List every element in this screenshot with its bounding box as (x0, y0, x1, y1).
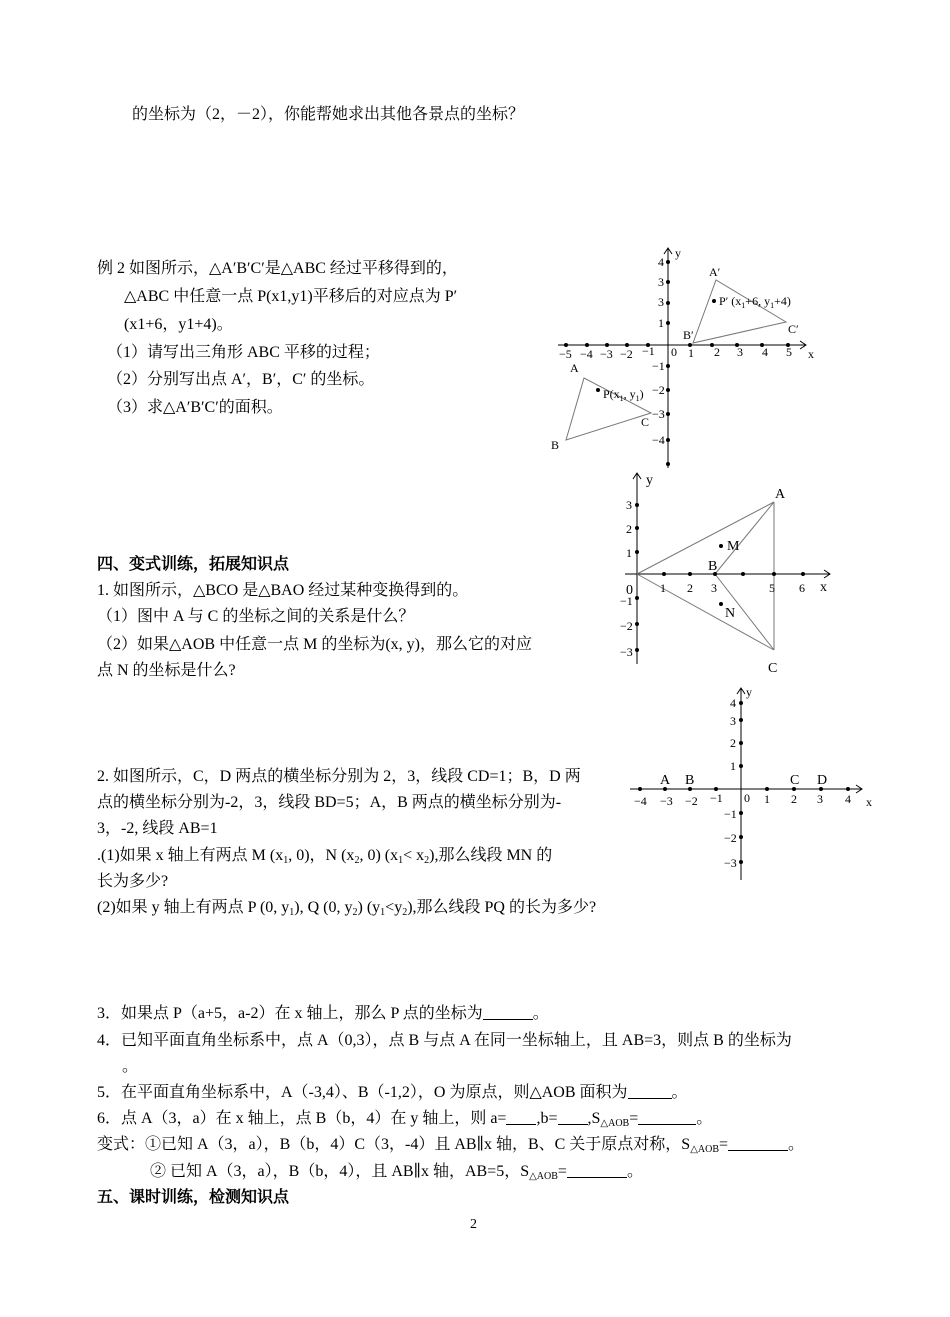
svg-text:6: 6 (799, 581, 805, 595)
fig2-x-label: x (820, 580, 827, 595)
example-2-question-3: （3）求△A′B′C′的面积。 (107, 399, 283, 416)
svg-text:−1: −1 (724, 807, 737, 821)
svg-text:2: 2 (687, 581, 693, 595)
fig3-label-b: B (685, 773, 695, 788)
svg-text:3: 3 (658, 295, 664, 309)
problem-1-q2-b: 点 N 的坐标是什么? (97, 662, 236, 679)
top-line: 的坐标为（2，－2），你能帮她求出其他各景点的坐标？ (132, 106, 525, 123)
fig1-origin: 0 (671, 345, 677, 359)
fig2-label-a: A (775, 487, 786, 502)
variant-1: 变式：①已知 A（3，a），B（b，4）C（3，-4）且 AB∥x 轴，B、C 关于原点对称，$S_{\triangle AOB}=$ 。 (97, 1136, 805, 1155)
example-2-line-1: 例 2 如图所示，△A′B′C′是△ABC 经过平移得到的， (97, 260, 458, 277)
fig3-label-c: C (790, 773, 800, 788)
svg-text:4: 4 (658, 255, 664, 269)
problem-6: 6．点 A（3，a）在 x 轴上，点 B（b，4）在 y 轴上，则 $a= ,b= ,S_{\triangle AOB}=$ 。 (97, 1110, 713, 1129)
problem-2-line-2: 点的横坐标分别为-2，3，线段 BD=5；A，B 两点的横坐标分别为- (97, 794, 562, 811)
section-5-title: 五、课时训练，检测知识点 (97, 1189, 290, 1206)
svg-text:−3: −3 (600, 347, 613, 361)
svg-text:3: 3 (817, 792, 823, 806)
fig2-label-c: C (768, 661, 778, 676)
svg-text:1: 1 (658, 316, 664, 330)
svg-text:−2: −2 (724, 831, 737, 845)
example-2-line-3: (x1+6，y1+4)。 (124, 316, 233, 333)
fig1-y-label: y (675, 246, 681, 260)
problem-1-q1: （1）图中 A 与 C 的坐标之间的关系是什么？ (97, 608, 415, 625)
svg-text:3: 3 (658, 275, 664, 289)
problem-2-q1-b: 长为多少? (97, 873, 169, 890)
svg-text:2: 2 (791, 792, 797, 806)
fig3-label-a: A (660, 773, 671, 788)
problem-4-end: 。 (122, 1058, 139, 1075)
problem-2-line-1: 2. 如图所示，C，D 两点的横坐标分别为 2，3，线段 CD=1；B，D 两 (97, 768, 581, 785)
svg-text:2: 2 (714, 345, 720, 359)
svg-text:3: 3 (737, 345, 743, 359)
svg-text:−2: −2 (685, 794, 698, 808)
svg-text:−4: −4 (634, 794, 647, 808)
svg-text:−1: −1 (642, 344, 655, 358)
svg-text:4: 4 (730, 696, 736, 710)
example-2-question-1: （1）请写出三角形 ABC 平移的过程； (107, 344, 380, 361)
page-number: 2 (470, 1217, 477, 1232)
section-4-title: 四、变式训练，拓展知识点 (97, 556, 290, 573)
problem-1-q2-a: （2）如果△AOB 中任意一点 M 的坐标为(x, y)，那么它的对应 (97, 636, 532, 653)
svg-text:−3: −3 (724, 856, 737, 870)
svg-text:2: 2 (626, 522, 632, 536)
svg-text:1: 1 (660, 581, 666, 595)
fig1-label-c-prime: C′ (788, 322, 799, 336)
problem-1: 1. 如图所示，△BCO 是△BAO 经过某种变换得到的。 (97, 582, 469, 599)
example-2-question-2: （2）分别写出点 A′，B′，C′ 的坐标。 (107, 371, 375, 388)
svg-text:−5: −5 (559, 347, 572, 361)
svg-text:−1: −1 (710, 791, 723, 805)
fig1-label-c: C (641, 415, 650, 429)
svg-text:1: 1 (730, 759, 736, 773)
svg-text:1: 1 (764, 792, 770, 806)
svg-text:−1: −1 (620, 594, 633, 608)
fig2-y-label: y (646, 473, 653, 488)
svg-text:−3: −3 (652, 407, 665, 421)
fig3-origin: 0 (744, 791, 750, 805)
problem-3: 3．如果点 P（a+5，a-2）在 x 轴上，那么 P 点的坐标为 。 (97, 1005, 549, 1022)
svg-text:−3: −3 (620, 645, 633, 659)
problem-4: 4．已知平面直角坐标系中，点 A（0,3），点 B 与点 A 在同一坐标轴上，且 AB=3，则点 B 的坐标为 (97, 1032, 792, 1049)
svg-text:−2: −2 (620, 347, 633, 361)
svg-text:2: 2 (730, 736, 736, 750)
fig1-label-p: $P(x_1$, $y_1$) (603, 387, 644, 403)
problem-2-q2: (2)如果 y 轴上有两点 P (0, $y_1$), Q (0, $y_2$) $(y_1<y_2)$,那么线段 PQ 的长为多少? (97, 899, 597, 918)
svg-text:3: 3 (626, 498, 632, 512)
fig1-label-p-prime: P′ ($x_1+6$, $y_1+4$) (719, 294, 791, 310)
svg-text:5: 5 (769, 581, 775, 595)
svg-text:−4: −4 (580, 347, 593, 361)
svg-text:3: 3 (730, 714, 736, 728)
svg-text:4: 4 (762, 345, 768, 359)
fig3-y-label: y (746, 685, 752, 699)
svg-text:−2: −2 (652, 383, 665, 397)
svg-text:3: 3 (711, 581, 717, 595)
fig1-label-b: B (551, 438, 560, 452)
problem-2-q1: .(1)如果 x 轴上有两点 M ($x_1$, 0)，N ($x_2$, 0) $(x_1< x_2)$,那么线段 MN 的 (97, 847, 553, 866)
problem-5: 5．在平面直角坐标系中，A（-3,4）、B（-1,2），O 为原点，则△AOB 面积为 。 (97, 1084, 688, 1101)
variant-2: ② 已知 A（3，a），B（b，4），且 AB∥x 轴，AB=5，$S_{\triangle AOB}=$ 。 (150, 1163, 643, 1182)
svg-text:−3: −3 (660, 794, 673, 808)
fig1-x-label: x (808, 347, 814, 361)
problem-2-line-3: 3，-2, 线段 AB=1 (97, 820, 218, 837)
fig2-label-m: M (727, 539, 740, 554)
fig3-label-d: D (817, 773, 828, 788)
fig2-origin: 0 (626, 583, 633, 598)
fig1-label-b-prime: B′ (683, 328, 694, 342)
svg-text:−2: −2 (620, 619, 633, 633)
svg-text:1: 1 (688, 346, 694, 360)
example-2-line-2: △ABC 中任意一点 P(x1,y1)平移后的对应点为 P′ (124, 288, 458, 305)
svg-text:4: 4 (845, 792, 851, 806)
svg-text:5: 5 (786, 345, 792, 359)
fig1-label-a: A (570, 361, 579, 375)
fig1-label-a-prime: A′ (709, 265, 721, 279)
svg-text:−1: −1 (652, 359, 665, 373)
fig2-label-b: B (708, 559, 718, 574)
fig2-label-n: N (725, 606, 736, 621)
svg-text:1: 1 (626, 546, 632, 560)
svg-text:−4: −4 (652, 433, 665, 447)
fig3-x-label: x (866, 795, 872, 809)
